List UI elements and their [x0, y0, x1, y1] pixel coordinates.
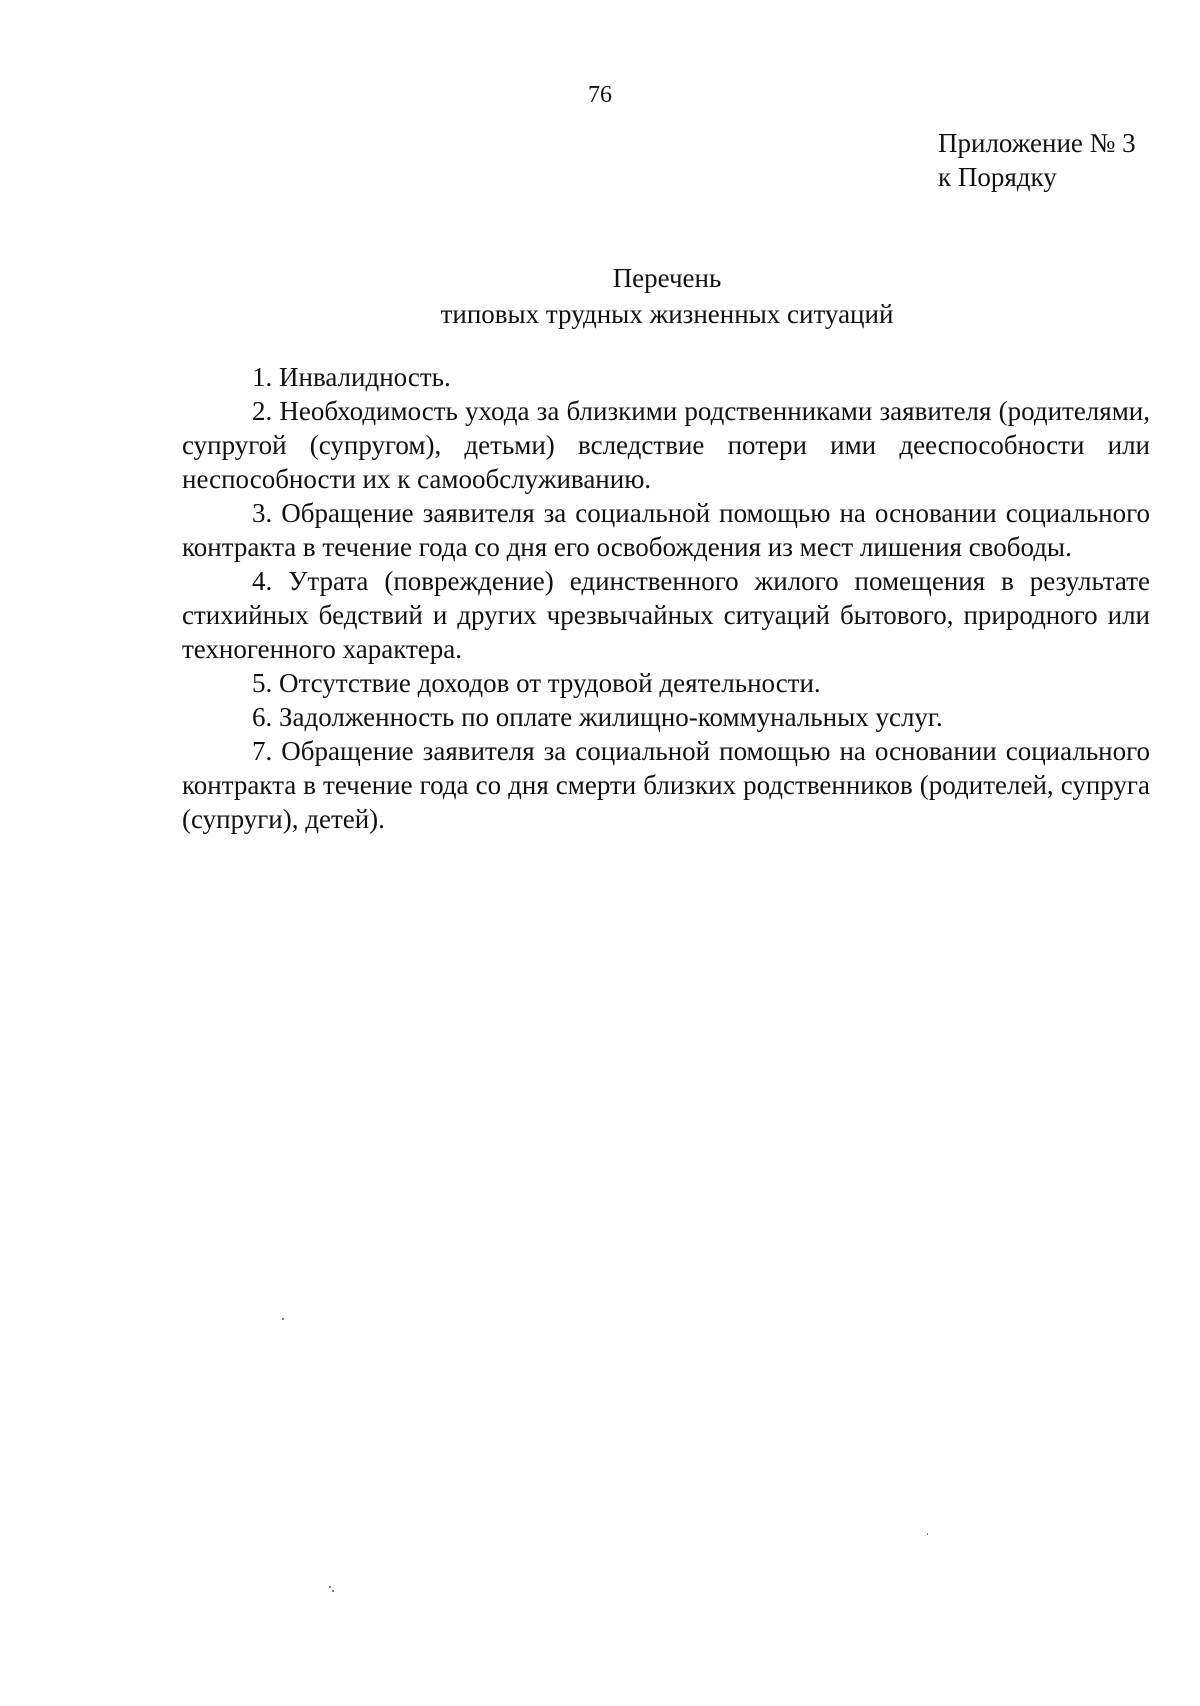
- list-item-5: 5. Отсутствие доходов от трудовой деятельности.: [252, 668, 821, 698]
- title-line-1: Перечень: [612, 263, 722, 293]
- list-item-1: 1. Инвалидность.: [252, 362, 451, 392]
- list-item-4: 4. Утрата (повреждение) единственного жилого помещения в результате стихийных бедствий и других чрезвычайных ситуаций бытового, природного или техногенного характера.: [182, 566, 1150, 664]
- title-line-2: типовых трудных жизненных ситуаций: [440, 299, 894, 329]
- page-number: 76: [588, 82, 612, 108]
- document-title: [0, 260, 1200, 332]
- list-item-2: 2. Необходимость ухода за близкими родственниками заявителя (родителями, супругой (супругом), детьми) вследствие потери ими дееспособности или неспособности их к самообслуживанию.: [182, 396, 1150, 494]
- situations-list: [182, 360, 1150, 836]
- scan-speck: [282, 1318, 284, 1320]
- scan-speck: [329, 1586, 331, 1588]
- appendix-line-2: к Порядку: [938, 162, 1057, 192]
- appendix-reference: [938, 126, 1136, 194]
- appendix-line-1: Приложение № 3: [938, 128, 1136, 158]
- list-item-6: 6. Задолженность по оплате жилищно-коммунальных услуг.: [252, 702, 943, 732]
- scan-speck: [332, 1590, 334, 1592]
- list-item-3: 3. Обращение заявителя за социальной помощью на основании социального контракта в течение года со дня его освобождения из мест лишения свободы.: [182, 498, 1150, 562]
- list-item-7: 7. Обращение заявителя за социальной помощью на основании социального контракта в течение года со дня смерти близких родственников (родителей, супруга (супруги), детей).: [182, 736, 1150, 834]
- scan-speck: [927, 1533, 928, 1535]
